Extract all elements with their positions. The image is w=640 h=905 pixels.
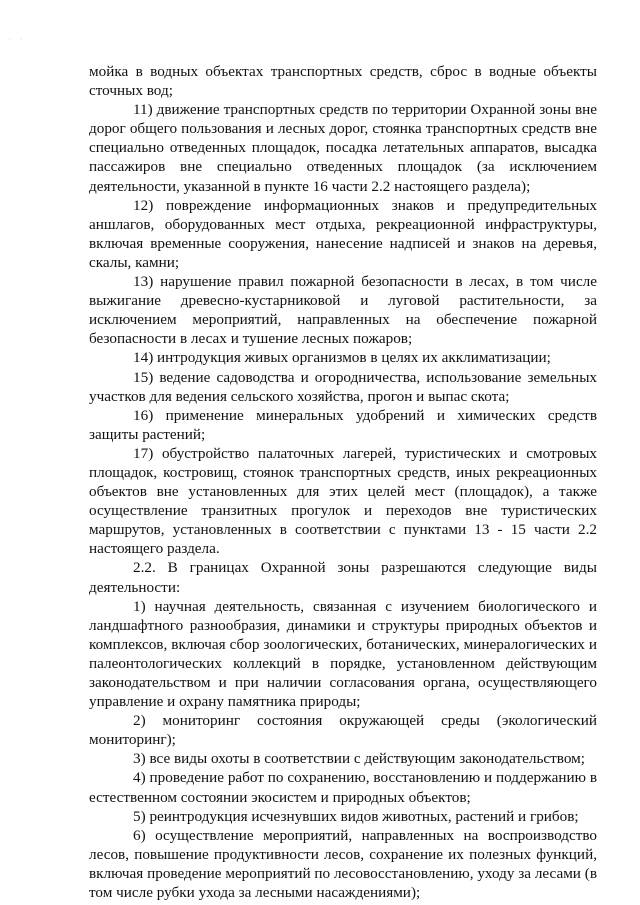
list-item-13: 13) нарушение правил пожарной безопасности в лесах, в том числе выжигание древесно-кустарниковой и луговой растительности, за исключением мероприятий, направленных на обеспечение пожарной безопасности в лесах и тушение лесных пожаров; — [89, 273, 597, 348]
paragraph-continuation: мойка в водных объектах транспортных средств, сброс в водные объекты сточных вод; — [89, 63, 597, 100]
allowed-item-6: 6) осуществление мероприятий, направленных на воспроизводство лесов, повышение продуктивности лесов, сохранение их полезных функций, включая проведение мероприятий по лесовосстановлению, уходу за лесами (в том числе рубки ухода за лесными насаждениями); — [89, 826, 597, 902]
list-item-14: 14) интродукция живых организмов в целях их акклиматизации; — [133, 349, 551, 367]
scan-mark: · · — [8, 36, 25, 43]
allowed-item-4: 4) проведение работ по сохранению, восстановлению и поддержанию в естественном состоянии экосистем и природных объектов; — [89, 769, 597, 806]
section-2-2-heading: 2.2. В границах Охранной зоны разрешаются следующие виды деятельности: — [89, 559, 597, 596]
allowed-item-1: 1) научная деятельность, связанная с изучением биологического и ландшафтного разнообразия, динамики и структуры природных объектов и комплексов, включая сбор зоологических, ботанических, минералогических и палеонтологических коллекций в порядке, установленном действующим законодательством и при наличии согласования органа, осуществляющего управление и охрану памятника природы; — [89, 597, 597, 711]
allowed-item-5: 5) реинтродукция исчезнувших видов животных, растений и грибов; — [133, 807, 579, 825]
list-item-17: 17) обустройство палаточных лагерей, туристических и смотровых площадок, костровищ, стоянок транспортных средств, иных рекреационных объектов вне установленных для этих целей мест (площадок), а также осуществление транзитных прогулок и переходов вне туристических маршрутов, установленных в соответствии с пунктами 13 - 15 части 2.2 настоящего раздела. — [89, 444, 597, 558]
allowed-item-2: 2) мониторинг состояния окружающей среды (экологический мониторинг); — [89, 712, 597, 749]
list-item-12: 12) повреждение информационных знаков и предупредительных аншлагов, оборудованных мест отдыха, рекреационной инфраструктуры, включая временные сооружения, нанесение надписей и знаков на деревья, скалы, камни; — [89, 196, 597, 271]
list-item-11: 11) движение транспортных средств по территории Охранной зоны вне дорог общего пользования и лесных дорог, стоянка транспортных средств вне специально отведенных площадок, посадка летательных аппаратов, высадка пассажиров вне специально отведенных площадок (за исключением деятельности, указанной в пункте 16 части 2.2 настоящего раздела); — [89, 101, 597, 195]
list-item-15: 15) ведение садоводства и огородничества, использование земельных участков для ведения сельского хозяйства, прогон и выпас скота; — [89, 368, 597, 405]
allowed-item-3: 3) все виды охоты в соответствии с действующим законодательством; — [133, 750, 585, 768]
document-body — [89, 62, 597, 902]
list-item-16: 16) применение минеральных удобрений и химических средств защиты растений; — [89, 406, 597, 443]
